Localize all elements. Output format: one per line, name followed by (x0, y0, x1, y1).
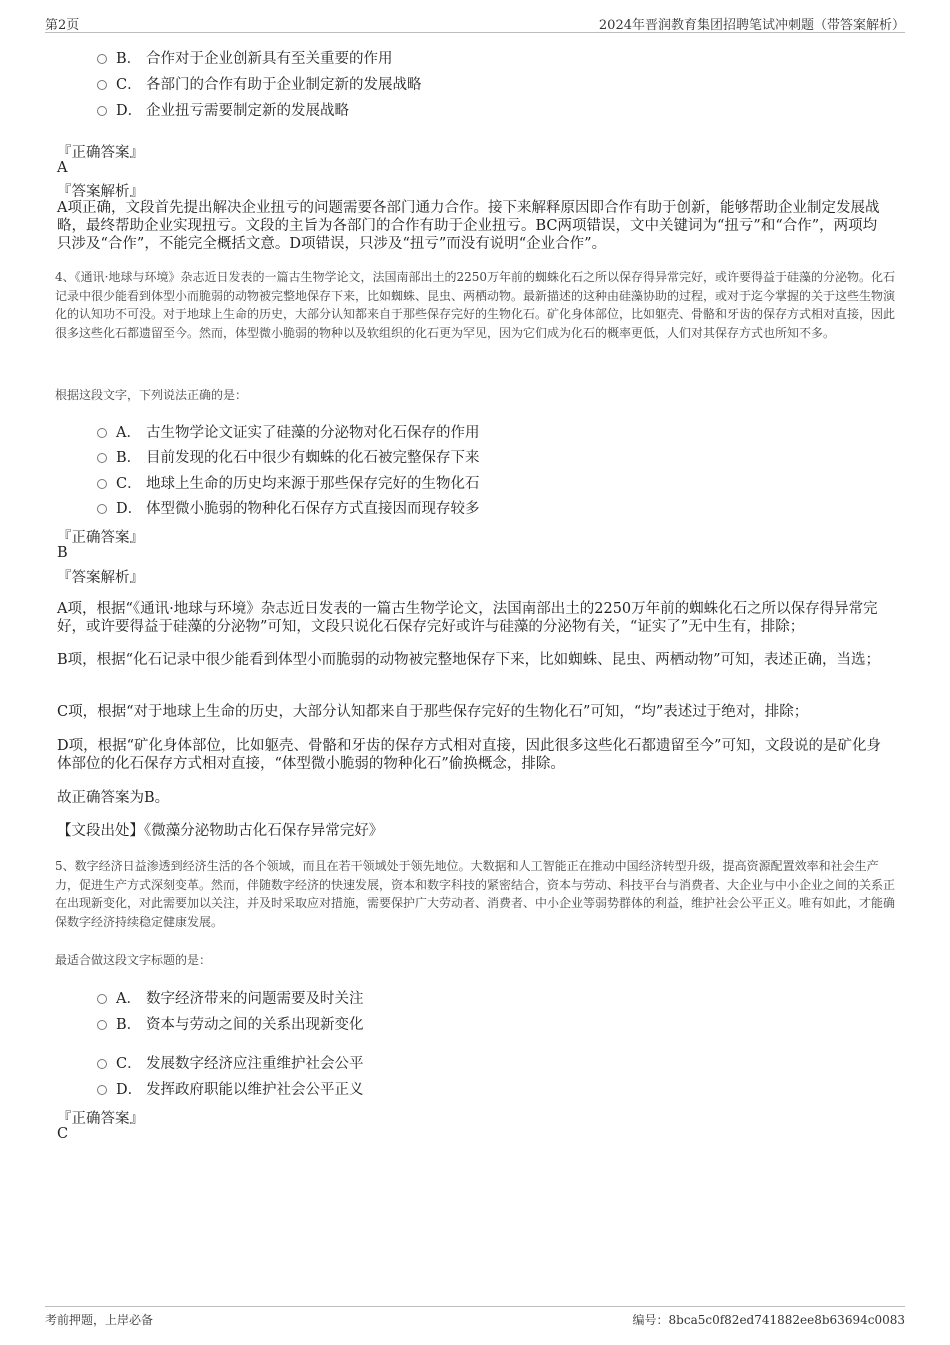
q5-answer-label: 『正确答案』 (57, 1111, 144, 1127)
q5-answer: C (57, 1126, 69, 1142)
q4-prompt: 根据这段文字，下列说法正确的是： (55, 388, 248, 402)
q4-conclusion: 故正确答案为B。 (57, 790, 170, 806)
q4-question-text: 4、《通讯·地球与环境》杂志近日发表的一篇古生物学论文，法国南部出土的2250万年前的蜘蛛化石之所以保存得异常完好，或许要得益于硅藻的分泌物。化石记录中很少能看到体型小而脆弱的动物被完整地保存下来，比如蜘蛛、昆虫、两栖动物。最新描述的这种由硅藻协助的过程，或对于迄今掌握的关于这些生物演化的认知功不可没。对于地球上生命的历史，大部分认知都来自于那些保存完好的生物化石。矿化身体部位，比如躯壳、骨骼和牙齿的保存方式相对直接，因此很多这些化石都遗留至今。然而，体型微小脆弱的物种以及软组织的化石更为罕见，因为它们成为化石的概率更低，人们对其保存方式也所知不多。 (55, 270, 896, 341)
radio-icon[interactable] (97, 428, 107, 438)
radio-icon[interactable] (97, 504, 107, 514)
radio-icon[interactable] (97, 1085, 107, 1095)
q3-option-b[interactable]: B． 合作对于企业创新具有至关重要的作用 (97, 47, 393, 68)
q4-analysis-b: B项，根据“化石记录中很少能看到体型小而脆弱的动物被完整地保存下来，比如蜘蛛、昆虫、两栖动物”可知，表述正确，当选； (57, 652, 880, 668)
q5-question-text: 5、数字经济日益渗透到经济生活的各个领域，而且在若干领域处于领先地位。大数据和人工智能正在推动中国经济转型升级，提高资源配置效率和社会生产力，促进生产方式深刻变革。然而，伴随数字经济的快速发展，资本和数字科技的紧密结合，资本与劳动、科技平台与消费者、大企业与中小企业之间的关系正在出现新变化，对此需要加以关注，并及时采取应对措施，需要保护广大劳动者、消费者、中小企业等弱势群体的利益，维护社会公平正义。唯有如此，才能确保数字经济持续稳定健康发展。 (55, 859, 896, 930)
page-number: 第2页 (45, 18, 80, 33)
q4-option-d[interactable]: D． 体型微小脆弱的物种化石保存方式直接因而现存较多 (97, 497, 480, 518)
page-footer (45, 1306, 905, 1331)
document-title: 2024年晋润教育集团招聘笔试冲刺题（带答案解析） (598, 18, 905, 33)
q5-option-a[interactable]: A． 数字经济带来的问题需要及时关注 (97, 987, 364, 1008)
q5-option-d[interactable]: D． 发挥政府职能以维护社会公平正义 (97, 1078, 364, 1099)
q4-analysis-d: D项，根据“矿化身体部位，比如躯壳、骨骼和牙齿的保存方式相对直接，因此很多这些化石都遗留至今”可知，文段说的是矿化身体部位的化石保存方式相对直接，“体型微小脆弱的物种化石”偷换概念，排除。 (57, 738, 881, 772)
q4-option-c[interactable]: C． 地球上生命的历史均来源于那些保存完好的生物化石 (97, 472, 480, 493)
q5-option-c[interactable]: C． 发展数字经济应注重维护社会公平 (97, 1052, 364, 1073)
q5-option-b[interactable]: B． 资本与劳动之间的关系出现新变化 (97, 1013, 364, 1034)
radio-icon[interactable] (97, 479, 107, 489)
q4-option-a[interactable]: A． 古生物学论文证实了硅藻的分泌物对化石保存的作用 (97, 421, 480, 442)
q4-analysis-c: C项，根据“对于地球上生命的历史，大部分认知都来自于那些保存完好的生物化石”可知，“均”表述过于绝对，排除； (57, 704, 809, 720)
q4-option-b[interactable]: B． 目前发现的化石中很少有蜘蛛的化石被完整保存下来 (97, 446, 480, 467)
page-header (45, 14, 905, 33)
radio-icon[interactable] (97, 453, 107, 463)
q3-answer: A (57, 160, 68, 176)
q3-analysis-label: 『答案解析』 (57, 184, 144, 200)
q4-source: 【文段出处】《微藻分泌物助古化石保存异常完好》 (57, 823, 384, 839)
q4-answer-label: 『正确答案』 (57, 530, 144, 546)
q3-analysis: A项正确，文段首先提出解决企业扭亏的问题需要各部门通力合作。接下来解释原因即合作有助于创新，能够帮助企业制定发展战略，最终帮助企业实现扭亏。文段的主旨为各部门的合作有助于企业扭亏。BC两项错误，文中关键词为“扭亏”和“合作”，两项均只涉及“合作”，不能完全概括文意。D项错误，只涉及“扭亏”而没有说明“企业合作”。 (57, 200, 880, 252)
footer-slogan: 考前押题，上岸必备 (45, 1313, 154, 1327)
q3-answer-label: 『正确答案』 (57, 145, 144, 161)
q3-option-d[interactable]: D． 企业扭亏需要制定新的发展战略 (97, 99, 349, 120)
radio-icon[interactable] (97, 54, 107, 64)
document-id: 编号：8bca5c0f82ed741882ee8b63694c0083 (632, 1313, 905, 1327)
radio-icon[interactable] (97, 1059, 107, 1069)
q4-analysis-a: A项，根据“《通讯·地球与环境》杂志近日发表的一篇古生物学论文，法国南部出土的2250万年前的蜘蛛化石之所以保存得异常完好，或许要得益于硅藻的分泌物”可知，文段只说化石保存完好或许与硅藻的分泌物有关，“证实了”无中生有，排除； (57, 601, 878, 635)
q4-answer: B (57, 545, 68, 561)
radio-icon[interactable] (97, 80, 107, 90)
q3-option-c[interactable]: C． 各部门的合作有助于企业制定新的发展战略 (97, 73, 422, 94)
radio-icon[interactable] (97, 1020, 107, 1030)
q5-prompt: 最适合做这段文字标题的是： (55, 953, 212, 967)
radio-icon[interactable] (97, 106, 107, 116)
radio-icon[interactable] (97, 994, 107, 1004)
q4-analysis-label: 『答案解析』 (57, 570, 144, 586)
